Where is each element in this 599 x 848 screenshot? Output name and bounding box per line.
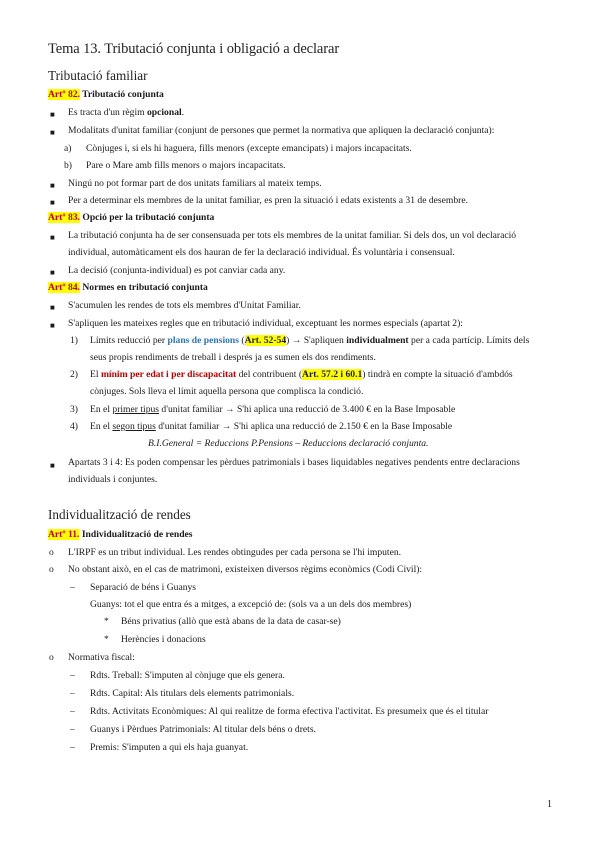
article-tag: Artº 82. [48, 89, 80, 100]
numbered-label: 4) [70, 421, 78, 432]
article-tag: Artº 11. [48, 529, 80, 540]
star-item: Herències i donacions [121, 634, 206, 645]
list-item: S'acumulen les rendes de tots els membres d'Unitat Familiar. [68, 300, 301, 311]
bullet-icon: ■ [50, 321, 55, 330]
article-tag: Artº 84. [48, 282, 80, 293]
sub-list-item: Pare o Mare amb fills menors o majors incapacitats. [86, 160, 286, 171]
list-item: Per a determinar els membres de la unitat familiar, es pren la situació i edats existents a 31 de desembre. [68, 195, 469, 206]
sub-list-label: a) [64, 143, 72, 154]
dash-item: Rdts. Activitats Econòmiques: Al qui realitze de forma efectiva l'activitat. Es presumeix que és el titular [90, 706, 489, 717]
list-item: Modalitats d'unitat familiar (conjunt de persones que permet la normativa que apliquen la declaració conjunta): [68, 125, 495, 136]
dash-item: Premis: S'imputen a qui els haja guanyat. [90, 742, 249, 753]
formula: B.I.General = Reduccions P.Pensions – Reduccions declaració conjunta. [148, 438, 429, 449]
bullet-icon: ■ [50, 233, 55, 242]
list-item: Apartats 3 i 4: Es poden compensar les pèrdues patrimonials i bases liquidables negatives pendents entre declaracions [68, 457, 520, 468]
list-item: Ningú no pot formar part de dos unitats familiars al mateix temps. [68, 178, 322, 189]
dash-icon: – [70, 724, 75, 735]
bullet-icon: ■ [50, 110, 55, 119]
numbered-label: 2) [70, 369, 78, 380]
section-heading-individualitzacio: Individualització de rendes [48, 507, 191, 522]
numbered-item: Límits reducció per plans de pensions (Art. 52-54) → S'apliquen individualment per a cada partícip. Límits dels [90, 335, 530, 346]
numbered-item: El mínim per edat i per discapacitat del contribuent (Art. 57.2 i 60.1) tindrà en compte la situació d'ambdós [90, 369, 513, 380]
dash-icon: – [70, 688, 75, 699]
numbered-item: En el primer tipus d'unitat familiar → S'hi aplica una reducció de 3.400 € en la Base Imposable [90, 404, 456, 415]
circle-bullet-icon: o [49, 547, 54, 558]
bullet-icon: ■ [50, 303, 55, 312]
bullet-icon: ■ [50, 198, 55, 207]
circle-bullet-icon: o [49, 564, 54, 575]
art82-heading: Artº 82. Tributació conjunta [48, 89, 164, 100]
dash-item: Guanys i Pèrdues Patrimonials: Al titular dels béns o drets. [90, 724, 316, 735]
numbered-label: 3) [70, 404, 78, 415]
art11-heading: Artº 11. Individualització de rendes [48, 529, 193, 540]
star-item: Béns privatius (allò que està abans de la data de casar-se) [121, 616, 341, 627]
bullet-icon: ■ [50, 128, 55, 137]
bullet-icon: ■ [50, 181, 55, 190]
article-tag: Artº 83. [48, 212, 80, 223]
dash-icon: – [70, 670, 75, 681]
page-number: 1 [547, 799, 552, 810]
dash-item-text: Guanys: tot el que entra és a mitges, a excepció de: (sols va a un dels dos membres) [90, 599, 412, 610]
list-item: S'apliquen les mateixes regles que en tributació individual, exceptuant les normes especials (apartat 2): [68, 318, 463, 329]
section-heading-tributacio-familiar: Tributació familiar [48, 68, 148, 83]
dash-item: Separació de béns i Guanys [90, 582, 197, 593]
star-icon: * [104, 616, 109, 627]
list-item: Normativa fiscal: [68, 652, 135, 663]
list-item: La tributació conjunta ha de ser consensuada per tots els membres de la unitat familiar. Si dels dos, un vol declaració [68, 230, 517, 241]
star-icon: * [104, 634, 109, 645]
dash-icon: – [70, 706, 75, 717]
numbered-item-continuation: seus propis rendiments de treball i després ja es sumen els dos rendiments. [90, 352, 376, 363]
list-item-continuation: individual, automàticament els dos hauran de fer la declaració individual. És voluntària i consensual. [68, 247, 455, 258]
bullet-icon: ■ [50, 268, 55, 277]
art84-heading: Artº 84. Normes en tributació conjunta [48, 282, 208, 293]
numbered-label: 1) [70, 335, 78, 346]
sub-list-item: Cònjuges i, si els hi haguera, fills menors (excepte emancipats) i majors incapacitats. [86, 143, 412, 154]
circle-bullet-icon: o [49, 652, 54, 663]
numbered-item-continuation: cònjuges. Sols lleva el límit aquella persona que complisca la condició. [90, 386, 364, 397]
sub-list-label: b) [64, 160, 72, 171]
numbered-item: En el segon tipus d'unitat familiar → S'hi aplica una reducció de 2.150 € en la Base Imposable [90, 421, 453, 432]
dash-item: Rdts. Capital: Als titulars dels elements patrimonials. [90, 688, 295, 699]
list-item: No obstant això, en el cas de matrimoni, existeixen diversos règims econòmics (Codi Civil): [68, 564, 423, 575]
list-item: Es tracta d'un règim opcional. [68, 107, 185, 118]
art83-heading: Artº 83. Opció per la tributació conjunta [48, 212, 215, 223]
dash-item: Rdts. Treball: S'imputen al cònjuge que els genera. [90, 670, 285, 681]
list-item-continuation: individuals i conjuntes. [68, 474, 158, 485]
list-item: L'IRPF es un tribut individual. Les rendes obtingudes per cada persona se l'hi imputen. [68, 547, 402, 558]
page-title: Tema 13. Tributació conjunta i obligació a declarar [48, 41, 340, 57]
bullet-icon: ■ [50, 461, 55, 470]
dash-icon: – [70, 582, 75, 593]
dash-icon: – [70, 742, 75, 753]
list-item: La decisió (conjunta-individual) es pot canviar cada any. [68, 265, 286, 276]
